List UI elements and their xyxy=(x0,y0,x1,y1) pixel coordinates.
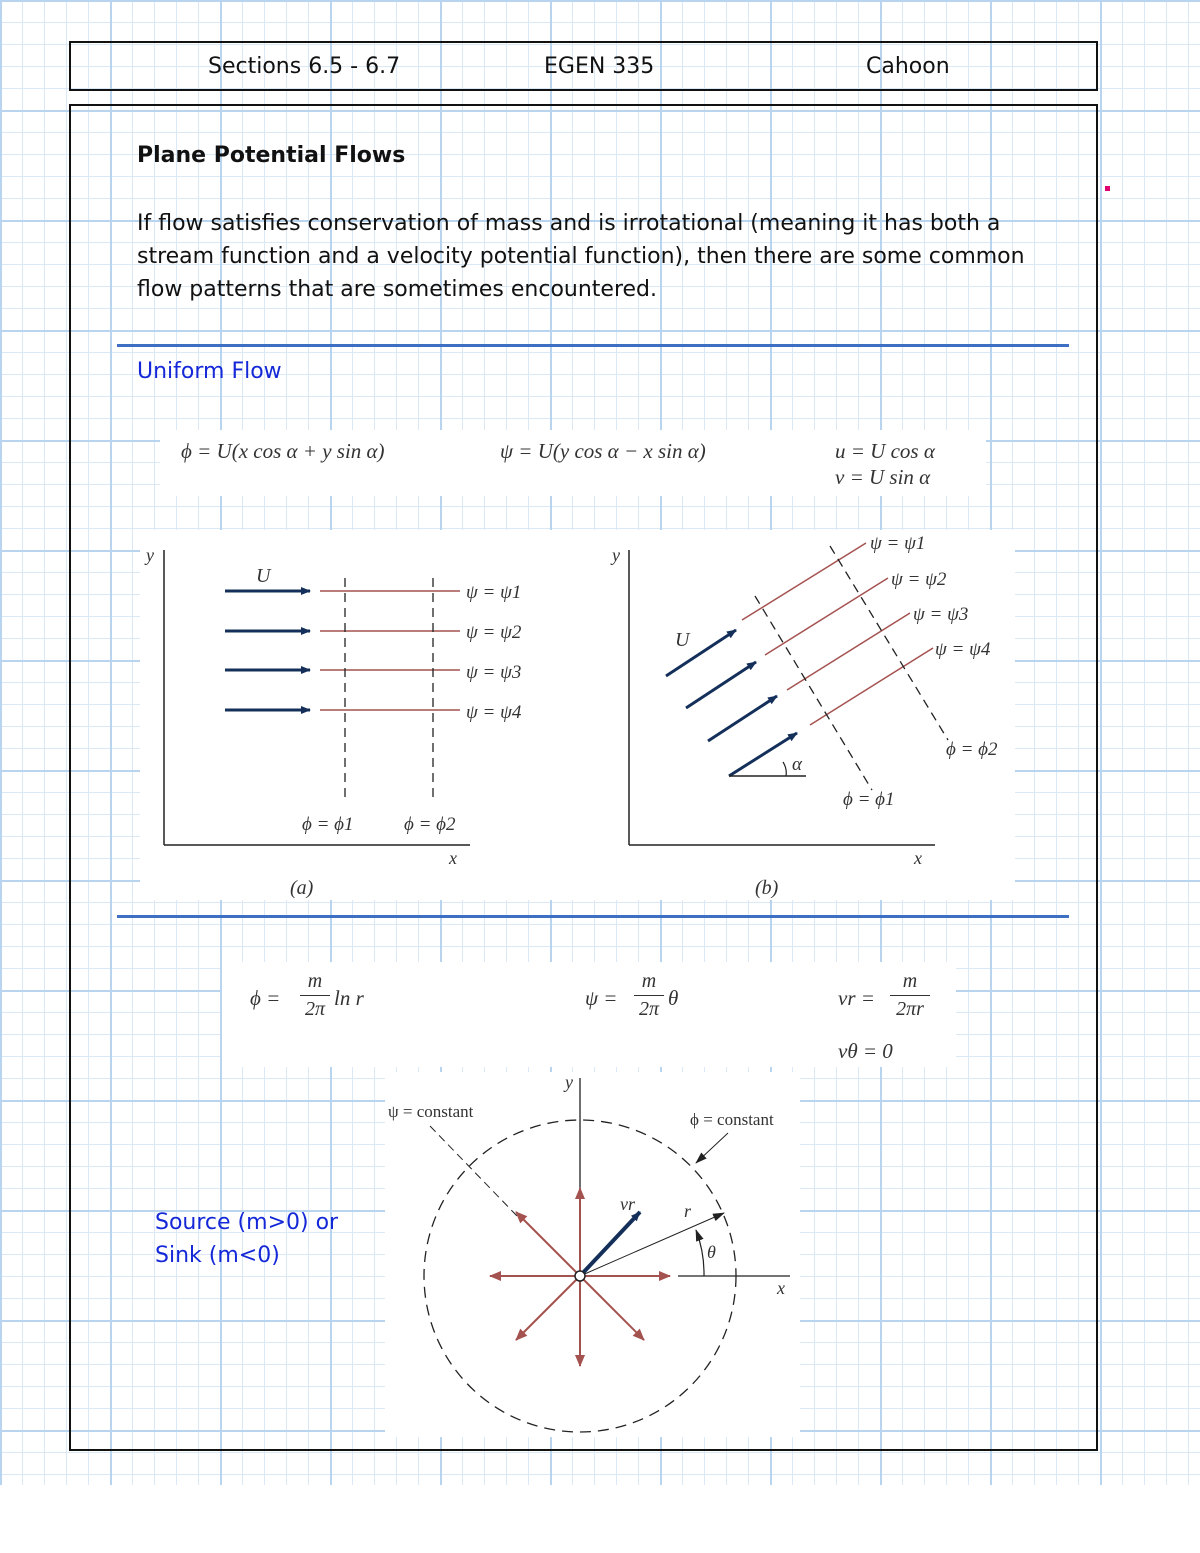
uniform-v-equation: v = U sin α xyxy=(835,465,931,489)
fig-a-psi-label-2: ψ = ψ2 xyxy=(466,622,522,643)
fig-a-phi-label-1: ϕ = ϕ1 xyxy=(302,814,354,835)
intro-paragraph: If flow satisfies conservation of mass and is irrotational (meaning it has both a stream function and a velocity potential function), then there are some common flow patterns that are sometimes encountered. xyxy=(137,211,1025,302)
source-phi-numerator: m xyxy=(307,970,323,992)
uniform-psi-equation: ψ = U(y cos α − x sin α) xyxy=(500,439,706,463)
source-arrow-downleft xyxy=(516,1276,580,1340)
fig-b-psi-label-1: ψ = ψ1 xyxy=(870,533,926,554)
source-radius-line xyxy=(580,1213,724,1276)
fig-b-u-label: U xyxy=(675,629,690,651)
fig-b-phi-label-2: ϕ = ϕ2 xyxy=(946,739,998,760)
source-heading-line-1: Source (m>0) or xyxy=(155,1210,339,1235)
source-vr-denominator: 2πr xyxy=(896,998,924,1020)
fig-a-psi-label-4: ψ = ψ4 xyxy=(466,702,522,723)
uniform-phi-equation: ϕ = U(x cos α + y sin α) xyxy=(181,439,385,463)
source-arrow-upleft xyxy=(516,1212,580,1276)
source-phi-lhs: ϕ = xyxy=(250,986,281,1010)
uniform-flow-heading: Uniform Flow xyxy=(137,359,282,384)
source-vtheta-equation: vθ = 0 xyxy=(838,1039,893,1063)
source-vr-lhs: vr = xyxy=(838,986,875,1010)
source-theta-arc xyxy=(696,1230,704,1276)
source-theta-label: θ xyxy=(707,1242,716,1262)
source-arrow-downright xyxy=(580,1276,644,1340)
source-psi-label: ψ = constant xyxy=(388,1102,474,1121)
source-phi-rhs: ln r xyxy=(334,986,364,1010)
source-vr-numerator: m xyxy=(902,970,918,992)
fig-b-phi-label-1: ϕ = ϕ1 xyxy=(843,789,895,810)
source-psi-rhs: θ xyxy=(668,986,679,1010)
source-vr-label: vr xyxy=(620,1194,635,1214)
fig-a-u-label: U xyxy=(256,565,271,587)
fig-a-y-label: y xyxy=(146,545,154,565)
fig-b-psi-label-3: ψ = ψ3 xyxy=(913,604,969,625)
header-course: EGEN 335 xyxy=(544,54,655,79)
fig-a-psi-label-3: ψ = ψ3 xyxy=(466,662,522,683)
fig-b-psi-label-4: ψ = ψ4 xyxy=(935,639,991,660)
fig-b-alpha-label: α xyxy=(792,754,802,775)
source-heading-line-2: Sink (m<0) xyxy=(155,1243,280,1268)
source-y-label: y xyxy=(565,1072,573,1092)
source-origin-point xyxy=(575,1271,585,1281)
source-psi-numerator: m xyxy=(641,970,657,992)
page-title: Plane Potential Flows xyxy=(137,143,406,168)
header-sections: Sections 6.5 - 6.7 xyxy=(208,54,401,79)
fig-a-x-label: x xyxy=(449,848,457,868)
header-instructor: Cahoon xyxy=(866,54,950,79)
source-phi-leader xyxy=(696,1133,728,1163)
fig-b-psi-label-2: ψ = ψ2 xyxy=(891,569,947,590)
fig-b-caption: (b) xyxy=(755,877,779,899)
source-figure xyxy=(388,1072,790,1432)
source-x-label: x xyxy=(777,1278,785,1298)
source-psi-lhs: ψ = xyxy=(585,986,618,1010)
uniform-u-equation: u = U cos α xyxy=(835,439,935,463)
fig-b-y-label: y xyxy=(612,545,620,565)
fig-a-psi-label-1: ψ = ψ1 xyxy=(466,582,522,603)
source-r-label: r xyxy=(684,1201,692,1221)
source-phi-denominator: 2π xyxy=(304,998,326,1020)
source-phi-label: ϕ = constant xyxy=(690,1110,774,1129)
fig-a-phi-label-2: ϕ = ϕ2 xyxy=(404,814,456,835)
source-psi-denominator: 2π xyxy=(638,998,660,1020)
fig-b-x-label: x xyxy=(914,848,922,868)
fig-a-caption: (a) xyxy=(290,877,314,899)
source-velocity-arrow xyxy=(580,1212,640,1276)
